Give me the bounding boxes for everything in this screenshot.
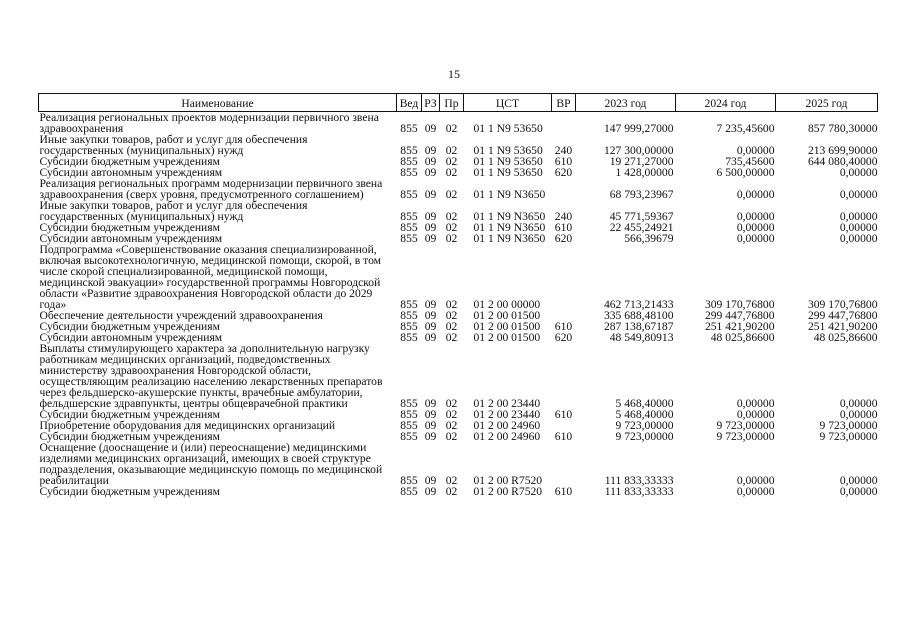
cell-name: Обеспечение деятельности учреждений здравоохранения xyxy=(39,309,323,322)
cell-2023: 22 455,24921 xyxy=(609,221,674,234)
cell-2023: 5 468,40000 xyxy=(615,408,674,421)
cell-2025: 0,00000 xyxy=(839,485,878,498)
header-name: Наименование xyxy=(39,94,397,112)
cell-cst: 01 1 N9 53650 xyxy=(473,166,543,179)
cell-rz: 09 xyxy=(424,397,437,410)
cell-2025: 0,00000 xyxy=(839,397,878,410)
table-body xyxy=(39,112,878,498)
cell-vr xyxy=(552,178,576,200)
cell-ved: 855 xyxy=(400,485,418,498)
cell-vr: 610 xyxy=(554,320,573,333)
cell-name: Субсидии автономным учреждениям xyxy=(39,232,223,245)
cell-name: Иные закупки товаров, работ и услуг для обеспечения государственных (муниципальных) нужд xyxy=(39,199,308,223)
cell-cst: 01 2 00 01500 xyxy=(473,320,541,333)
cell-name: Оснащение (дооснащение и (или) переоснащение) медицинскими изделиями медицинских организаций, имеющих в своей структуре подразделения, оказывающие медицинскую помощь по медицинской реабилитации xyxy=(39,441,383,487)
cell-vr xyxy=(552,244,576,310)
cell-rz: 09 xyxy=(424,474,437,487)
table-row xyxy=(39,112,878,135)
cell-vr: 620 xyxy=(554,331,573,344)
cell-pr: 02 xyxy=(445,309,458,322)
cell-2024: 0,00000 xyxy=(736,232,775,245)
cell-rz: 09 xyxy=(424,155,437,168)
cell-2025: 9 723,00000 xyxy=(819,419,878,432)
table-row xyxy=(39,244,878,310)
cell-ved: 855 xyxy=(400,408,418,421)
cell-2023: 111 833,33333 xyxy=(604,474,674,487)
cell-pr: 02 xyxy=(445,419,458,432)
cell-cst: 01 1 N9 N3650 xyxy=(473,232,546,245)
cell-2025: 251 421,90200 xyxy=(807,320,878,333)
budget-table xyxy=(38,93,878,497)
cell-rz: 09 xyxy=(424,166,437,179)
cell-2023: 1 428,00000 xyxy=(615,166,674,179)
cell-2025: 0,00000 xyxy=(839,166,878,179)
cell-ved: 855 xyxy=(400,474,418,487)
cell-ved: 855 xyxy=(400,430,418,443)
cell-name: Субсидии бюджетным учреждениям xyxy=(39,430,220,443)
cell-rz: 09 xyxy=(424,188,437,201)
cell-vr: 610 xyxy=(554,485,573,498)
cell-rz: 09 xyxy=(424,122,437,135)
header-2024: 2024 год xyxy=(676,94,776,112)
cell-ved: 855 xyxy=(400,331,418,344)
table-row xyxy=(39,343,878,409)
cell-2025: 0,00000 xyxy=(839,408,878,421)
cell-pr: 02 xyxy=(445,331,458,344)
cell-cst: 01 2 00 23440 xyxy=(473,397,541,410)
table-row xyxy=(39,200,878,222)
table-header xyxy=(39,94,878,112)
cell-cst: 01 2 00 24960 xyxy=(473,419,541,432)
cell-cst: 01 1 N9 53650 xyxy=(473,144,543,157)
cell-vr xyxy=(552,343,576,409)
cell-ved: 855 xyxy=(400,309,418,322)
cell-2024: 48 025,86600 xyxy=(710,331,775,344)
cell-ved: 855 xyxy=(400,166,418,179)
cell-name: Подпрограмма «Совершенствование оказания специализированной, включая высокотехнологичную, медицинской помощи, скорой, в том числе скорой специализированной, медицинской помощи, медицинской эвакуации» государственной программы Новгородской области «Развитие здравоохранения Новгородской области до 2029 года» xyxy=(39,243,382,311)
cell-2025: 309 170,76800 xyxy=(807,298,878,311)
cell-name: Реализация региональных программ модернизации первичного звена здравоохранения (сверх уровня, предусмотренного соглашением) xyxy=(39,177,383,201)
cell-cst: 01 1 N9 N3650 xyxy=(473,210,546,223)
cell-2024: 0,00000 xyxy=(736,144,775,157)
cell-pr: 02 xyxy=(445,397,458,410)
cell-vr: 240 xyxy=(554,144,573,157)
header-row xyxy=(39,94,878,112)
cell-2024: 0,00000 xyxy=(736,397,775,410)
cell-name: Субсидии бюджетным учреждениям xyxy=(39,485,220,498)
cell-pr: 02 xyxy=(445,485,458,498)
cell-2025: 0,00000 xyxy=(839,188,878,201)
cell-cst: 01 2 00 R7520 xyxy=(473,485,543,498)
cell-pr: 02 xyxy=(445,430,458,443)
cell-pr: 02 xyxy=(445,122,458,135)
cell-pr: 02 xyxy=(445,221,458,234)
cell-2024: 7 235,45600 xyxy=(716,122,775,135)
cell-2023: 127 300,00000 xyxy=(603,144,674,157)
cell-2023: 9 723,00000 xyxy=(615,419,674,432)
cell-rz: 09 xyxy=(424,320,437,333)
cell-rz: 09 xyxy=(424,430,437,443)
cell-cst: 01 2 00 00000 xyxy=(473,298,541,311)
cell-cst: 01 1 N9 53650 xyxy=(473,155,543,168)
cell-2023: 566,39679 xyxy=(624,232,674,245)
cell-vr: 620 xyxy=(554,232,573,245)
cell-2023: 5 468,40000 xyxy=(615,397,674,410)
cell-2024: 0,00000 xyxy=(736,188,775,201)
cell-2023: 111 833,33333 xyxy=(604,485,674,498)
cell-vr: 610 xyxy=(554,221,573,234)
cell-ved: 855 xyxy=(400,122,418,135)
cell-rz: 09 xyxy=(424,485,437,498)
cell-name: Реализация региональных проектов модернизации первичного звена здравоохранения xyxy=(39,111,379,135)
cell-pr: 02 xyxy=(445,474,458,487)
cell-rz: 09 xyxy=(424,331,437,344)
cell-cst: 01 1 N9 N3650 xyxy=(473,221,546,234)
header-rz: РЗ xyxy=(422,94,440,112)
header-2023: 2023 год xyxy=(576,94,676,112)
cell-name: Субсидии бюджетным учреждениям xyxy=(39,155,220,168)
cell-2025: 9 723,00000 xyxy=(819,430,878,443)
header-2025: 2025 год xyxy=(776,94,878,112)
cell-name: Субсидии бюджетным учреждениям xyxy=(39,221,220,234)
cell-ved: 855 xyxy=(400,419,418,432)
cell-2023: 335 688,48100 xyxy=(603,309,674,322)
cell-2025: 644 080,40000 xyxy=(807,155,878,168)
cell-2025: 0,00000 xyxy=(839,210,878,223)
cell-2024: 299 447,76800 xyxy=(704,309,775,322)
cell-name: Субсидии бюджетным учреждениям xyxy=(39,320,220,333)
page-number: 15 xyxy=(448,67,460,81)
cell-2024: 0,00000 xyxy=(736,221,775,234)
cell-cst: 01 2 00 01500 xyxy=(473,309,541,322)
cell-rz: 09 xyxy=(424,232,437,245)
cell-2023: 9 723,00000 xyxy=(615,430,674,443)
cell-name: Иные закупки товаров, работ и услуг для обеспечения государственных (муниципальных) нужд xyxy=(39,133,308,157)
cell-pr: 02 xyxy=(445,166,458,179)
cell-pr: 02 xyxy=(445,232,458,245)
cell-name: Приобретение оборудования для медицинских организаций xyxy=(39,419,336,432)
cell-rz: 09 xyxy=(424,221,437,234)
cell-cst: 01 2 00 24960 xyxy=(473,430,541,443)
cell-pr: 02 xyxy=(445,144,458,157)
header-cst: ЦСТ xyxy=(464,94,552,112)
cell-pr: 02 xyxy=(445,188,458,201)
cell-cst: 01 2 00 23440 xyxy=(473,408,541,421)
cell-rz: 09 xyxy=(424,419,437,432)
cell-2024: 309 170,76800 xyxy=(704,298,775,311)
cell-cst: 01 1 N9 53650 xyxy=(473,122,543,135)
cell-vr xyxy=(552,112,576,135)
cell-rz: 09 xyxy=(424,298,437,311)
cell-vr xyxy=(552,442,576,486)
cell-rz: 09 xyxy=(424,309,437,322)
cell-2024: 0,00000 xyxy=(736,210,775,223)
cell-ved: 855 xyxy=(400,298,418,311)
header-pr: Пр xyxy=(440,94,464,112)
table-row xyxy=(39,134,878,156)
cell-pr: 02 xyxy=(445,210,458,223)
cell-2024: 6 500,00000 xyxy=(716,166,775,179)
cell-2025: 299 447,76800 xyxy=(807,309,878,322)
cell-vr: 620 xyxy=(554,166,573,179)
cell-2023: 48 549,80913 xyxy=(609,331,674,344)
header-vr: ВР xyxy=(552,94,576,112)
cell-ved: 855 xyxy=(400,221,418,234)
cell-2025: 213 699,90000 xyxy=(807,144,878,157)
cell-2023: 45 771,59367 xyxy=(609,210,674,223)
cell-2024: 0,00000 xyxy=(736,485,775,498)
cell-rz: 09 xyxy=(424,408,437,421)
cell-2023: 19 271,27000 xyxy=(609,155,674,168)
table-row xyxy=(39,178,878,200)
cell-2025: 857 780,30000 xyxy=(807,122,878,135)
cell-2023: 462 713,21433 xyxy=(603,298,674,311)
cell-vr: 610 xyxy=(554,408,573,421)
cell-cst: 01 2 00 R7520 xyxy=(473,474,543,487)
cell-rz: 09 xyxy=(424,144,437,157)
cell-name: Субсидии автономным учреждениям xyxy=(39,331,223,344)
cell-name: Выплаты стимулирующего характера за дополнительную нагрузку работникам медицинских организаций, подведомственных министерству здравоохранения Новгородской области, осуществляющим реализацию населению лекарственных препаратов через фельдшерско-акушерские пункты, врачебные амбулатории, фельдшерские здравпункты, центры общеврачебной практики xyxy=(39,342,383,410)
cell-2024: 251 421,90200 xyxy=(704,320,775,333)
cell-pr: 02 xyxy=(445,408,458,421)
cell-2024: 0,00000 xyxy=(736,474,775,487)
cell-ved: 855 xyxy=(400,320,418,333)
cell-2025: 0,00000 xyxy=(839,474,878,487)
cell-pr: 02 xyxy=(445,298,458,311)
cell-2024: 0,00000 xyxy=(736,408,775,421)
cell-2023: 147 999,27000 xyxy=(603,122,674,135)
cell-cst: 01 2 00 01500 xyxy=(473,331,541,344)
cell-ved: 855 xyxy=(400,188,418,201)
cell-vr: 240 xyxy=(554,210,573,223)
cell-2025: 0,00000 xyxy=(839,221,878,234)
header-ved: Вед xyxy=(397,94,422,112)
cell-2024: 9 723,00000 xyxy=(716,419,775,432)
cell-2023: 68 793,23967 xyxy=(609,188,674,201)
cell-ved: 855 xyxy=(400,210,418,223)
cell-2025: 48 025,86600 xyxy=(813,331,878,344)
cell-name: Субсидии бюджетным учреждениям xyxy=(39,408,220,421)
cell-ved: 855 xyxy=(400,397,418,410)
cell-2024: 735,45600 xyxy=(725,155,775,168)
cell-ved: 855 xyxy=(400,155,418,168)
cell-2023: 287 138,67187 xyxy=(603,320,674,333)
table-row xyxy=(39,442,878,486)
cell-2025: 0,00000 xyxy=(839,232,878,245)
cell-pr: 02 xyxy=(445,320,458,333)
cell-2024: 9 723,00000 xyxy=(716,430,775,443)
cell-rz: 09 xyxy=(424,210,437,223)
cell-pr: 02 xyxy=(445,155,458,168)
cell-name: Субсидии автономным учреждениям xyxy=(39,166,223,179)
cell-cst: 01 1 N9 N3650 xyxy=(473,188,546,201)
cell-ved: 855 xyxy=(400,144,418,157)
cell-vr: 610 xyxy=(554,155,573,168)
cell-vr: 610 xyxy=(554,430,573,443)
cell-ved: 855 xyxy=(400,232,418,245)
table-row xyxy=(39,486,878,497)
